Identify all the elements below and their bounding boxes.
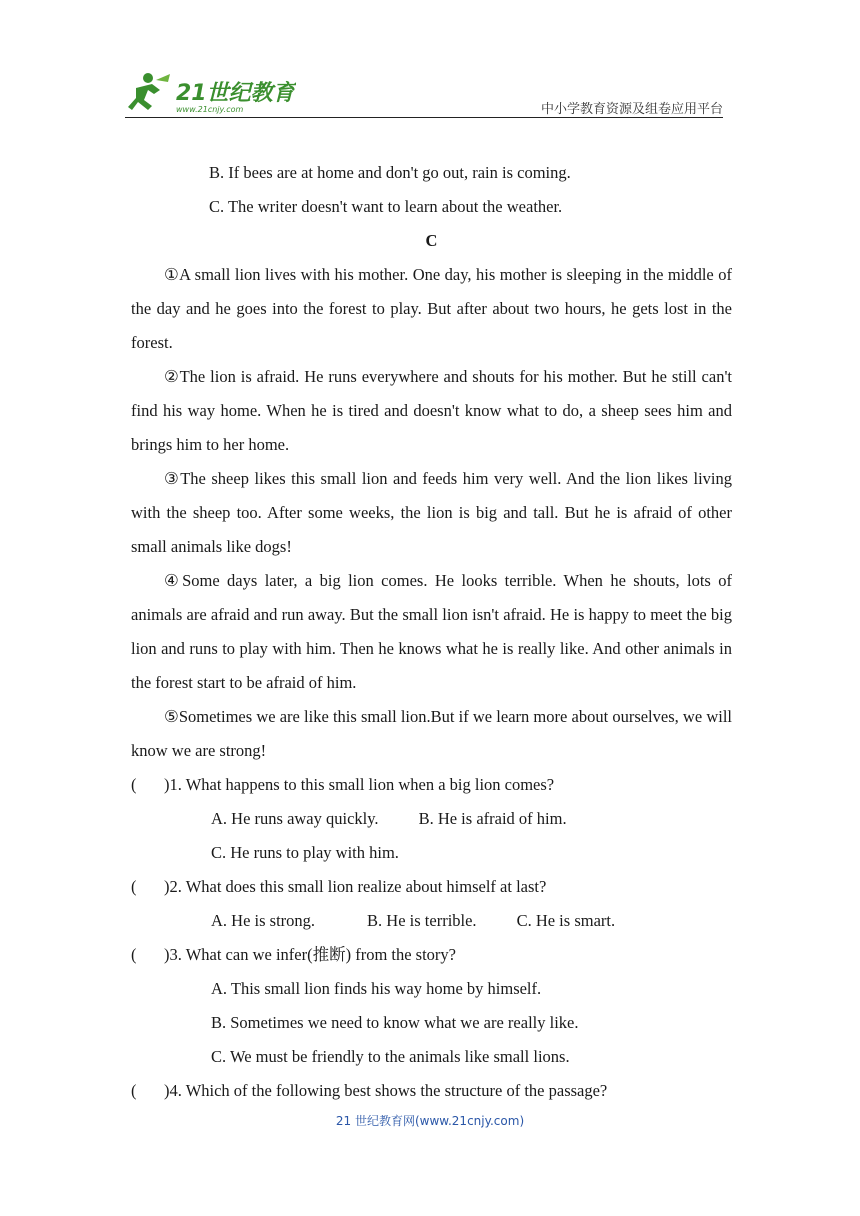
paragraph-1: ①A small lion lives with his mother. One day, his mother is sleeping in the middle of the day and he goes into the forest to play. But after about two hours, he gets lost in the forest. (131, 265, 732, 352)
option-b: B. He is afraid of him. (418, 809, 567, 828)
logo (126, 70, 296, 116)
question-2 (131, 870, 732, 904)
question-text: )3. What can we infer(推断) from the story? (164, 945, 457, 964)
question-3 (131, 938, 732, 972)
question-1 (131, 768, 732, 802)
answer-blank[interactable]: ( (131, 1081, 137, 1100)
option-c: C. He runs to play with him. (211, 843, 399, 862)
option-b: B. Sometimes we need to know what we are really like. (211, 1013, 579, 1032)
paragraph-2: ②The lion is afraid. He runs everywhere and shouts for his mother. But he still can't find his way home. When he is tired and doesn't know what to do, a sheep sees him and brings him to her home. (131, 367, 732, 454)
option-c: C. We must be friendly to the animals like small lions. (211, 1047, 570, 1066)
answer-blank[interactable]: ( (131, 945, 137, 964)
option-c-line: C. The writer doesn't want to learn about the weather. (209, 197, 563, 216)
question-text: )4. Which of the following best shows the structure of the passage? (164, 1081, 608, 1100)
document-body (131, 156, 732, 1108)
header-platform-text: 中小学教育资源及组卷应用平台 (540, 102, 723, 117)
logo-main-text: 21世纪教育 (176, 81, 295, 106)
question-text: )1. What happens to this small lion when a big lion comes? (164, 775, 555, 794)
paragraph-3: ③The sheep likes this small lion and feeds him very well. And the lion likes living with the sheep too. After some weeks, the lion is big and tall. But he is afraid of other small animals like dogs! (131, 469, 732, 556)
page-header (0, 0, 860, 130)
answer-blank[interactable]: ( (131, 775, 137, 794)
page-footer: 21 世纪教育网(www.21cnjy.com) (335, 1114, 525, 1128)
option-a: A. This small lion finds his way home by himself. (211, 979, 542, 998)
header-divider (125, 117, 723, 118)
section-heading: C (425, 231, 438, 250)
answer-blank[interactable]: ( (131, 877, 137, 896)
question-1-options-row-1 (131, 802, 732, 836)
option-b: B. He is terrible. (367, 911, 477, 930)
option-a: A. He is strong. (211, 911, 316, 930)
option-c: C. He is smart. (516, 911, 616, 930)
paragraph-5: ⑤Sometimes we are like this small lion.But if we learn more about ourselves, we will know we are strong! (131, 707, 732, 760)
logo-sub-text: www.21cnjy.com (176, 105, 244, 114)
option-a: A. He runs away quickly. (211, 809, 379, 828)
question-2-options (131, 904, 732, 938)
paragraph-4: ④Some days later, a big lion comes. He looks terrible. When he shouts, lots of animals are afraid and run away. But the small lion isn't afraid. He is happy to meet the big lion and runs to play with him. Then he knows what he is really like. And other animals in the forest start to be afraid of him. (131, 571, 732, 692)
option-b-line: B. If bees are at home and don't go out, rain is coming. (209, 163, 571, 182)
question-text: )2. What does this small lion realize about himself at last? (164, 877, 547, 896)
question-4 (131, 1074, 732, 1108)
question-1-options-row-2 (131, 836, 732, 870)
